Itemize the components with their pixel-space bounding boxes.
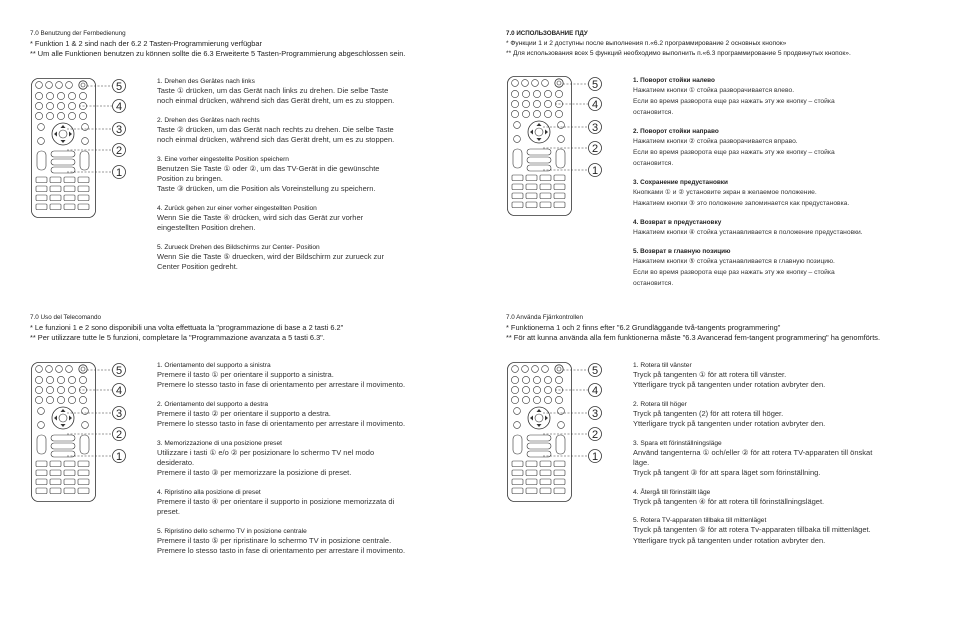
round-button bbox=[35, 386, 42, 393]
round-button bbox=[533, 396, 540, 403]
round-button bbox=[82, 124, 89, 131]
remote-control-illustration bbox=[31, 78, 123, 218]
rect-button bbox=[512, 461, 523, 467]
instruction-item bbox=[157, 116, 457, 146]
pill-button bbox=[527, 435, 551, 441]
volume-rocker bbox=[37, 435, 46, 454]
round-button bbox=[514, 122, 521, 129]
rect-button bbox=[512, 479, 523, 485]
instruction-body: Tryck på tangenten (2) för att rotera till höger. Ytterligare tryck på tangenten under rotation avbryter den. bbox=[633, 408, 826, 429]
instruction-body: Tryck på tangenten ① för att rotera till vänster. Ytterligare tryck på tangenten under rotation avbryter den. bbox=[633, 370, 826, 390]
round-button bbox=[82, 408, 89, 415]
callout-number: 1 bbox=[591, 451, 599, 464]
callout-number: 4 bbox=[115, 385, 123, 398]
round-button bbox=[522, 366, 529, 373]
round-button bbox=[532, 366, 539, 373]
round-button bbox=[68, 112, 75, 119]
power-button bbox=[79, 365, 87, 373]
instruction-body: Кнопками ① и ② установите экран в желаемое положение. Нажатием кнопки ③ это положение запоминается как предустановка. bbox=[633, 189, 850, 207]
pill-button bbox=[51, 151, 75, 157]
round-button bbox=[79, 92, 86, 99]
round-button bbox=[511, 90, 518, 97]
instruction-heading: 1. Drehen des Gerätes nach links bbox=[157, 78, 255, 85]
rect-button bbox=[78, 195, 89, 201]
instruction-heading: 5. Возврат в главную позицию bbox=[633, 248, 731, 255]
round-button bbox=[35, 112, 42, 119]
round-button bbox=[544, 396, 551, 403]
callout-number: 1 bbox=[115, 451, 123, 464]
rect-button bbox=[540, 479, 551, 485]
round-button bbox=[533, 90, 540, 97]
round-button bbox=[36, 366, 43, 373]
round-button bbox=[46, 376, 53, 383]
round-button bbox=[558, 136, 565, 143]
round-button bbox=[555, 376, 562, 383]
round-button bbox=[46, 366, 53, 373]
round-button bbox=[555, 90, 562, 97]
instruction-heading: 3. Spara ett förinställningsläge bbox=[633, 439, 722, 447]
rect-button bbox=[526, 184, 537, 190]
callout-number: 4 bbox=[591, 385, 599, 398]
callout-number: 5 bbox=[591, 79, 599, 92]
round-button bbox=[38, 124, 45, 131]
section-it bbox=[30, 314, 480, 604]
round-button bbox=[35, 92, 42, 99]
rect-button bbox=[540, 470, 551, 476]
round-button bbox=[82, 138, 89, 145]
instruction-item bbox=[157, 361, 457, 391]
round-button bbox=[533, 100, 540, 107]
rect-button bbox=[540, 175, 551, 181]
round-button bbox=[46, 396, 53, 403]
rect-button bbox=[78, 177, 89, 183]
instruction-body: Tryck på tangenten ⑤ för att rotera Tv-apparaten tillbaka till mittenläget. Ytterligare tryck på tangenten under rotation avbryter den. bbox=[633, 525, 871, 545]
rect-button bbox=[526, 175, 537, 181]
round-button bbox=[35, 102, 42, 109]
rect-button bbox=[64, 479, 75, 485]
rect-button bbox=[512, 193, 523, 199]
rect-button bbox=[36, 488, 47, 494]
rect-button bbox=[50, 461, 61, 467]
round-button bbox=[544, 100, 551, 107]
rect-button bbox=[78, 461, 89, 467]
section-sv bbox=[506, 314, 954, 604]
rect-button bbox=[554, 470, 565, 476]
instruction-body: Premere il tasto ① per orientare il supporto a sinistra. Premere lo stesso tasto in fase di orientamento per arrestare il movimento. bbox=[157, 370, 406, 390]
rect-button bbox=[526, 479, 537, 485]
instruction-body: Premere il tasto ④ per orientare il supporto in posizione memorizzata di preset. bbox=[157, 496, 395, 517]
round-button bbox=[57, 112, 64, 119]
rect-button bbox=[554, 175, 565, 181]
remote-svg bbox=[507, 362, 637, 502]
round-button bbox=[68, 386, 75, 393]
round-button bbox=[542, 80, 549, 87]
rect-button bbox=[64, 488, 75, 494]
rect-button bbox=[64, 470, 75, 476]
round-button bbox=[514, 422, 521, 429]
pill-button bbox=[51, 435, 75, 441]
instruction-item bbox=[157, 77, 457, 107]
rect-button bbox=[540, 184, 551, 190]
section-title: 7.0 ИСПОЛЬЗОВАНИЕ ПДУ bbox=[506, 30, 588, 37]
rect-button bbox=[78, 204, 89, 210]
rect-button bbox=[36, 479, 47, 485]
instruction-list bbox=[157, 77, 457, 281]
power-button bbox=[79, 81, 87, 89]
callout-number: 3 bbox=[591, 408, 599, 421]
round-button bbox=[38, 408, 45, 415]
rect-button bbox=[64, 177, 75, 183]
rect-button bbox=[36, 177, 47, 183]
ok-button bbox=[535, 128, 543, 136]
instruction-item bbox=[633, 178, 933, 209]
section-ru bbox=[506, 30, 954, 320]
instruction-item bbox=[157, 243, 457, 273]
rect-button bbox=[50, 204, 61, 210]
remote-svg bbox=[507, 76, 637, 216]
instruction-body: Taste ② drücken, um das Gerät nach rechts zu drehen. Die selbe Taste noch einmal drücken, während sich das Gerät dreht, um es zu stoppen. bbox=[157, 124, 395, 145]
instruction-body: Använd tangenterna ① och/eller ② för att rotera TV-apparaten till önskat läge. Tryck på tangent ③ för att spara läget som förinställning. bbox=[633, 447, 873, 478]
round-button bbox=[522, 100, 529, 107]
instruction-item bbox=[157, 439, 457, 479]
rect-button bbox=[512, 202, 523, 208]
instruction-item bbox=[633, 127, 933, 169]
instruction-body: Нажатием кнопки ② стойка разворачивается вправо. Если во время разворота еще раз нажать эту же кнопку – стойка остановится. bbox=[633, 138, 835, 167]
round-button bbox=[522, 110, 529, 117]
round-button bbox=[544, 386, 551, 393]
instruction-body: Benutzen Sie Taste ① oder ②, um das TV-Gerät in die gewünschte Position zu bringen. Taste ③ drücken, um die Position als Voreinstellung zu speichern. bbox=[157, 163, 380, 194]
channel-rocker bbox=[80, 435, 89, 454]
instruction-heading: 2. Orientamento del supporto a destra bbox=[157, 400, 269, 408]
round-button bbox=[46, 102, 53, 109]
instruction-heading: 1. Поворот стойки налево bbox=[633, 77, 715, 84]
callout-number: 2 bbox=[591, 143, 599, 156]
section-title: 7.0 Benutzung der Fernbedienung bbox=[30, 30, 126, 37]
round-button bbox=[532, 80, 539, 87]
ok-button bbox=[59, 414, 67, 422]
note-line-2: ** Um alle Funktionen benutzen zu können sollte die 6.3 Erweiterte 5 Tasten-Programmierung abgeschlossen sein. bbox=[30, 48, 406, 58]
round-button bbox=[544, 90, 551, 97]
round-button bbox=[57, 102, 64, 109]
round-button bbox=[514, 408, 521, 415]
instruction-item bbox=[633, 439, 933, 479]
round-button bbox=[35, 376, 42, 383]
rect-button bbox=[36, 204, 47, 210]
round-button bbox=[542, 366, 549, 373]
instruction-heading: 3. Memorizzazione di una posizione preset bbox=[157, 439, 282, 447]
note-line-2: ** Для использования всех 5 функций необходимо выполнить п.«6.3 программирование 5 продвинутых кнопок». bbox=[506, 49, 851, 57]
rect-button bbox=[64, 204, 75, 210]
rect-button bbox=[526, 202, 537, 208]
instruction-body: Taste ① drücken, um das Gerät nach links zu drehen. Die selbe Taste noch einmal drücken, während sich das Gerät dreht, um es zu stoppen. bbox=[157, 86, 395, 106]
round-button bbox=[512, 80, 519, 87]
rect-button bbox=[50, 488, 61, 494]
instruction-heading: 1. Orientamento del supporto a sinistra bbox=[157, 362, 271, 369]
instruction-item bbox=[157, 155, 457, 195]
instruction-item bbox=[157, 488, 457, 518]
remote-control-illustration bbox=[507, 362, 599, 502]
round-button bbox=[46, 82, 53, 89]
instruction-heading: 4. Återgå till förinställt läge bbox=[633, 488, 711, 496]
round-button bbox=[82, 422, 89, 429]
pill-button bbox=[527, 149, 551, 155]
round-button bbox=[511, 376, 518, 383]
rect-button bbox=[526, 461, 537, 467]
rect-button bbox=[50, 195, 61, 201]
instruction-heading: 4. Ripristino alla posizione di preset bbox=[157, 488, 261, 496]
rect-button bbox=[64, 186, 75, 192]
instruction-heading: 4. Возврат в предустановку bbox=[633, 219, 722, 226]
round-button bbox=[36, 82, 43, 89]
power-button bbox=[555, 79, 563, 87]
round-button bbox=[511, 396, 518, 403]
section-header bbox=[506, 314, 946, 342]
round-button bbox=[57, 92, 64, 99]
round-button bbox=[56, 82, 63, 89]
rect-button bbox=[50, 186, 61, 192]
instruction-heading: 5. Zurueck Drehen des Bildschirms zur Center- Position bbox=[157, 243, 320, 251]
instruction-heading: 4. Zurück gehen zur einer vorher eingestellten Position bbox=[157, 204, 317, 212]
channel-rocker bbox=[556, 149, 565, 168]
ok-button bbox=[535, 414, 543, 422]
section-header bbox=[30, 30, 470, 58]
instruction-body: Utilizzare i tasti ① e/o ② per posizionare lo schermo TV nel modo desiderato. Premere il tasto ③ per memorizzare la posizione di preset. bbox=[157, 447, 375, 478]
round-button bbox=[35, 396, 42, 403]
rect-button bbox=[64, 195, 75, 201]
round-button bbox=[38, 138, 45, 145]
round-button bbox=[544, 376, 551, 383]
callout-number: 1 bbox=[115, 167, 123, 180]
round-button bbox=[57, 376, 64, 383]
remote-svg bbox=[31, 362, 161, 502]
volume-rocker bbox=[37, 151, 46, 170]
channel-rocker bbox=[80, 151, 89, 170]
pill-button bbox=[527, 157, 551, 163]
instruction-item bbox=[633, 76, 933, 118]
instruction-heading: 1. Rotera till vänster bbox=[633, 362, 692, 369]
rect-button bbox=[78, 470, 89, 476]
instruction-heading: 2. Поворот стойки направо bbox=[633, 128, 719, 135]
instruction-heading: 3. Сохранение предустановки bbox=[633, 179, 728, 186]
instruction-item bbox=[633, 516, 933, 546]
round-button bbox=[533, 386, 540, 393]
instruction-body: Wenn Sie die Taste ④ drücken, wird sich das Gerät zur vorher eingestellten Position drehen. bbox=[157, 212, 364, 233]
rect-button bbox=[50, 479, 61, 485]
round-button bbox=[522, 80, 529, 87]
instruction-list bbox=[157, 361, 457, 565]
instruction-list bbox=[633, 361, 933, 555]
rect-button bbox=[36, 461, 47, 467]
instruction-heading: 5. Rotera TV-apparaten tillbaka till mittenläget bbox=[633, 517, 767, 525]
rect-button bbox=[36, 186, 47, 192]
channel-rocker bbox=[556, 435, 565, 454]
instruction-heading: 3. Eine vorher eingestellte Position speichern bbox=[157, 155, 289, 163]
note-line-1: * Le funzioni 1 e 2 sono disponibili una volta effettuata la "programmazione di base a 2 tasti 6.2" bbox=[30, 323, 344, 332]
rect-button bbox=[554, 184, 565, 190]
rect-button bbox=[540, 461, 551, 467]
round-button bbox=[79, 112, 86, 119]
rect-button bbox=[78, 479, 89, 485]
round-button bbox=[511, 100, 518, 107]
callout-number: 2 bbox=[115, 429, 123, 442]
section-header bbox=[506, 30, 946, 58]
remote-svg bbox=[31, 78, 161, 218]
rect-button bbox=[512, 175, 523, 181]
section-title: 7.0 Uso del Telecomando bbox=[30, 314, 101, 321]
round-button bbox=[68, 92, 75, 99]
rect-button bbox=[36, 195, 47, 201]
round-button bbox=[511, 386, 518, 393]
round-button bbox=[522, 396, 529, 403]
instruction-heading: 2. Rotera till höger bbox=[633, 400, 687, 408]
round-button bbox=[558, 422, 565, 429]
rect-button bbox=[64, 461, 75, 467]
rect-button bbox=[512, 488, 523, 494]
round-button bbox=[522, 90, 529, 97]
instruction-item bbox=[633, 247, 933, 289]
ok-button bbox=[59, 130, 67, 138]
rect-button bbox=[540, 193, 551, 199]
rect-button bbox=[554, 461, 565, 467]
pill-button bbox=[527, 443, 551, 449]
instruction-item bbox=[157, 204, 457, 234]
power-button bbox=[555, 365, 563, 373]
rect-button bbox=[554, 193, 565, 199]
callout-number: 4 bbox=[115, 101, 123, 114]
round-button bbox=[57, 396, 64, 403]
volume-rocker bbox=[513, 435, 522, 454]
rect-button bbox=[526, 470, 537, 476]
round-button bbox=[68, 396, 75, 403]
instruction-body: Wenn Sie die Taste ⑤ druecken, wird der Bildschirm zur zurueck zur Center Position gedreht. bbox=[157, 251, 384, 272]
round-button bbox=[512, 366, 519, 373]
remote-control-illustration bbox=[31, 362, 123, 502]
round-button bbox=[46, 92, 53, 99]
note-line-2: ** Per utilizzare tutte le 5 funzioni, completare la "Programmazione avanzata a 5 tasti 6.3". bbox=[30, 332, 325, 342]
round-button bbox=[533, 376, 540, 383]
round-button bbox=[558, 408, 565, 415]
pill-button bbox=[51, 159, 75, 165]
callout-number: 1 bbox=[591, 165, 599, 178]
callout-number: 2 bbox=[591, 429, 599, 442]
round-button bbox=[66, 366, 73, 373]
round-button bbox=[544, 110, 551, 117]
round-button bbox=[558, 122, 565, 129]
instruction-body: Premere il tasto ⑤ per ripristinare lo schermo TV in posizione centrale. Premere lo stesso tasto in fase di orientamento per arrestare il movimento. bbox=[157, 535, 406, 556]
round-button bbox=[66, 82, 73, 89]
instruction-item bbox=[633, 488, 933, 507]
round-button bbox=[57, 386, 64, 393]
round-button bbox=[522, 376, 529, 383]
instruction-heading: 5. Ripristino dello schermo TV in posizione centrale bbox=[157, 527, 307, 535]
callout-number: 5 bbox=[115, 81, 123, 94]
rect-button bbox=[512, 184, 523, 190]
callout-number: 2 bbox=[115, 145, 123, 158]
section-header bbox=[30, 314, 470, 342]
rect-button bbox=[554, 202, 565, 208]
round-button bbox=[68, 102, 75, 109]
instruction-body: Premere il tasto ② per orientare il supporto a destra. Premere lo stesso tasto in fase di orientamento per arrestare il movimento. bbox=[157, 408, 406, 429]
pill-button bbox=[51, 443, 75, 449]
rect-button bbox=[78, 488, 89, 494]
round-button bbox=[68, 376, 75, 383]
round-button bbox=[555, 110, 562, 117]
round-button bbox=[533, 110, 540, 117]
instruction-body: Нажатием кнопки ④ стойка устанавливается в положение предустановки. bbox=[633, 229, 863, 236]
rect-button bbox=[512, 470, 523, 476]
round-button bbox=[555, 396, 562, 403]
rect-button bbox=[554, 479, 565, 485]
callout-number: 5 bbox=[591, 365, 599, 378]
round-button bbox=[514, 136, 521, 143]
instruction-body: Tryck på tangenten ④ för att rotera till förinställningsläget. bbox=[633, 496, 825, 506]
callout-number: 3 bbox=[115, 408, 123, 421]
callout-number: 3 bbox=[115, 124, 123, 137]
rect-button bbox=[36, 470, 47, 476]
instruction-body: Нажатием кнопки ① стойка разворачивается влево. Если во время разворота еще раз нажать эту же кнопку – стойка остановится. bbox=[633, 87, 835, 116]
instruction-body: Нажатием кнопки ⑤ стойка устанавливается в главную позицию. Если во время разворота еще раз нажать эту же кнопку – стойка остановится. bbox=[633, 258, 835, 287]
note-line-1: * Функции 1 и 2 доступны после выполнения п.«6.2 программирование 2 основных кнопок» bbox=[506, 40, 787, 47]
rect-button bbox=[78, 186, 89, 192]
instruction-item bbox=[633, 218, 933, 238]
section-title: 7.0 Använda Fjärrkontrollen bbox=[506, 314, 584, 321]
rect-button bbox=[50, 177, 61, 183]
callout-number: 4 bbox=[591, 99, 599, 112]
rect-button bbox=[526, 488, 537, 494]
instruction-item bbox=[633, 400, 933, 430]
volume-rocker bbox=[513, 149, 522, 168]
rect-button bbox=[540, 202, 551, 208]
round-button bbox=[79, 396, 86, 403]
rect-button bbox=[554, 488, 565, 494]
note-line-1: * Funktionerna 1 och 2 finns efter "6.2 Grundläggande två-tangents programmering" bbox=[506, 323, 781, 332]
instruction-item bbox=[633, 361, 933, 391]
instruction-heading: 2. Drehen des Gerätes nach rechts bbox=[157, 116, 260, 124]
note-line-1: * Funktion 1 & 2 sind nach der 6.2 2 Tasten-Programmierung verfügbar bbox=[30, 39, 262, 48]
note-line-2: ** För att kunna använda alla fem funktionerna måste "6.3 Avancerad fem-tangent programmering" ha genomförts. bbox=[506, 332, 881, 342]
callout-number: 5 bbox=[115, 365, 123, 378]
section-de bbox=[30, 30, 480, 320]
round-button bbox=[38, 422, 45, 429]
instruction-item bbox=[157, 527, 457, 557]
instruction-item bbox=[157, 400, 457, 430]
callout-number: 3 bbox=[591, 122, 599, 135]
round-button bbox=[46, 112, 53, 119]
round-button bbox=[511, 110, 518, 117]
round-button bbox=[522, 386, 529, 393]
rect-button bbox=[50, 470, 61, 476]
remote-control-illustration bbox=[507, 76, 599, 216]
round-button bbox=[79, 376, 86, 383]
round-button bbox=[56, 366, 63, 373]
rect-button bbox=[526, 193, 537, 199]
round-button bbox=[46, 386, 53, 393]
instruction-list bbox=[633, 76, 933, 298]
rect-button bbox=[540, 488, 551, 494]
